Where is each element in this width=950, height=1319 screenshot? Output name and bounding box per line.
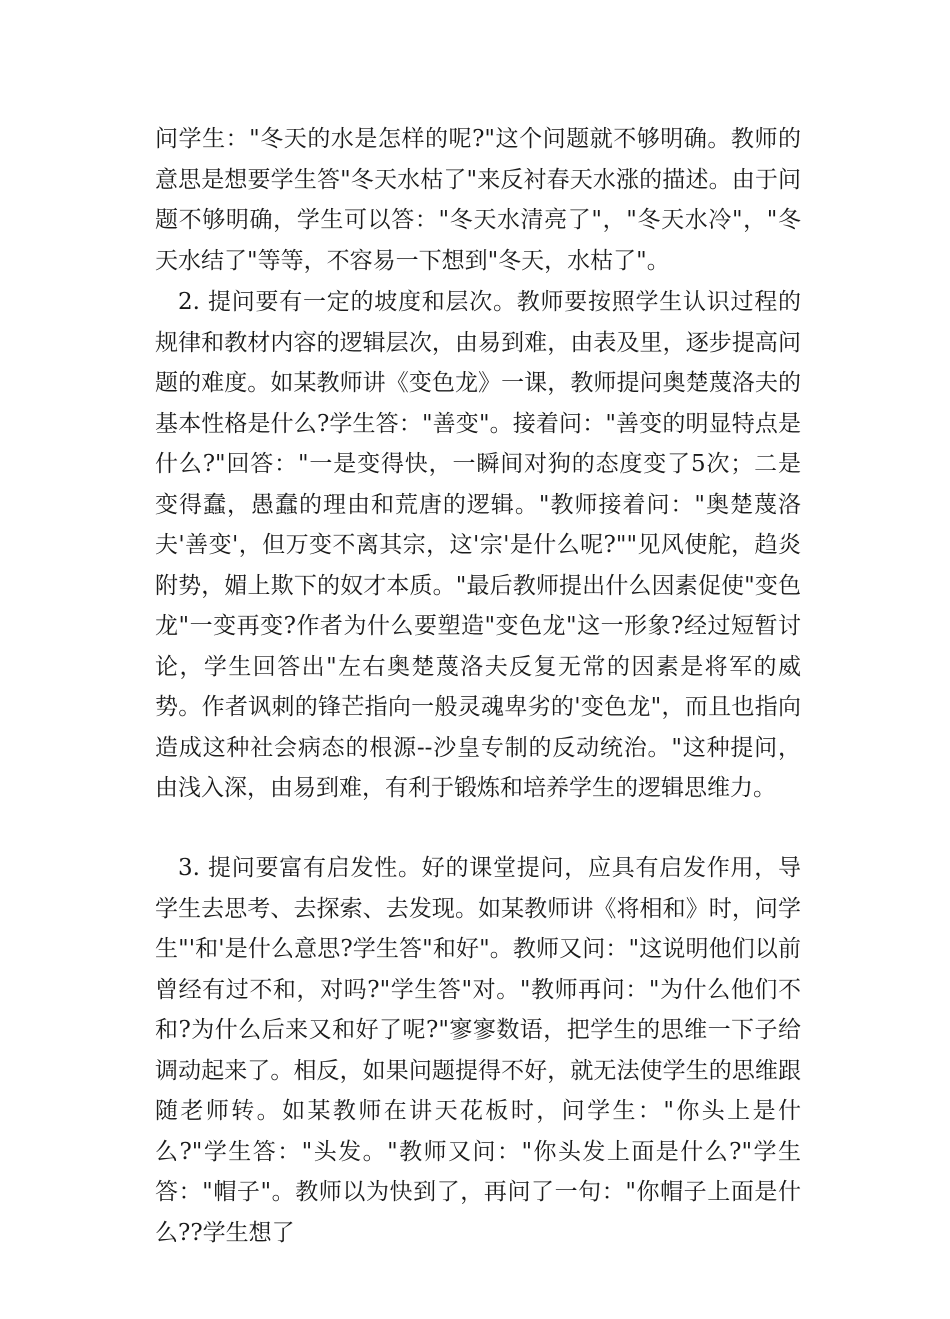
paragraph-text: 3. 提问要富有启发性。好的课堂提问，应具有启发作用，导学生去思考、去探索、去发现。如某教师讲《将相和》时，问学生"'和'是什么意思?学生答"和好"。教师又问："这说明他们以前曾经有过不和，对吗?"学生答"对。"教师再问："为什么他们不和?为什么后来又和好了呢?"寥寥数语，把学生的思维一下子给调动起来了。相反，如果问题提得不好，就无法使学生的思维跟随老师转。如某教师在讲天花板时，问学生："你头上是什么?"学生答："头发。"教师又问："你头发上面是什么?"学生答："帽子"。教师以为快到了，再问了一句："你帽子上面是什么??学生想了 <box>155 855 801 1246</box>
paragraph-text: 2. 提问要有一定的坡度和层次。教师要按照学生认识过程的规律和教材内容的逻辑层次，由易到难，由表及里，逐步提高问题的难度。如某教师讲《变色龙》一课，教师提问奥楚蔑洛夫的基本性格是什么?学生答："善变"。接着问："善变的明显特点是什么?"回答："一是变得快，一瞬间对狗的态度变了5次；二是变得蠢，愚蠢的理由和荒唐的逻辑。"教师接着问："奥楚蔑洛夫'善变'，但万变不离其宗，这'宗'是什么呢?""见风使舵，趋炎附势，媚上欺下的奴才本质。"最后教师提出什么因素促使"变色龙"一变再变?作者为什么要塑造"变色龙"这一形象?经过短暂讨论，学生回答出"左右奥楚蔑洛夫反复无常的因素是将军的威势。作者讽刺的锋芒指向一般灵魂卑劣的'变色龙"，而且也指向造成这种社会病态的根源--沙皇专制的反动统治。"这种提问，由浅入深，由易到难，有利于锻炼和培养学生的逻辑思维力。 <box>155 289 801 801</box>
paragraph-continuation <box>155 119 801 281</box>
paragraph-point-2 <box>155 282 801 809</box>
paragraph-point-3 <box>155 848 801 1253</box>
paragraph-text: 问学生："冬天的水是怎样的呢?"这个问题就不够明确。教师的意思是想要学生答"冬天水枯了"来反衬春天水涨的描述。由于问题不够明确，学生可以答："冬天水清亮了"，"冬天水冷"，"冬天水结了"等等，不容易一下想到"冬天，水枯了"。 <box>155 126 801 274</box>
